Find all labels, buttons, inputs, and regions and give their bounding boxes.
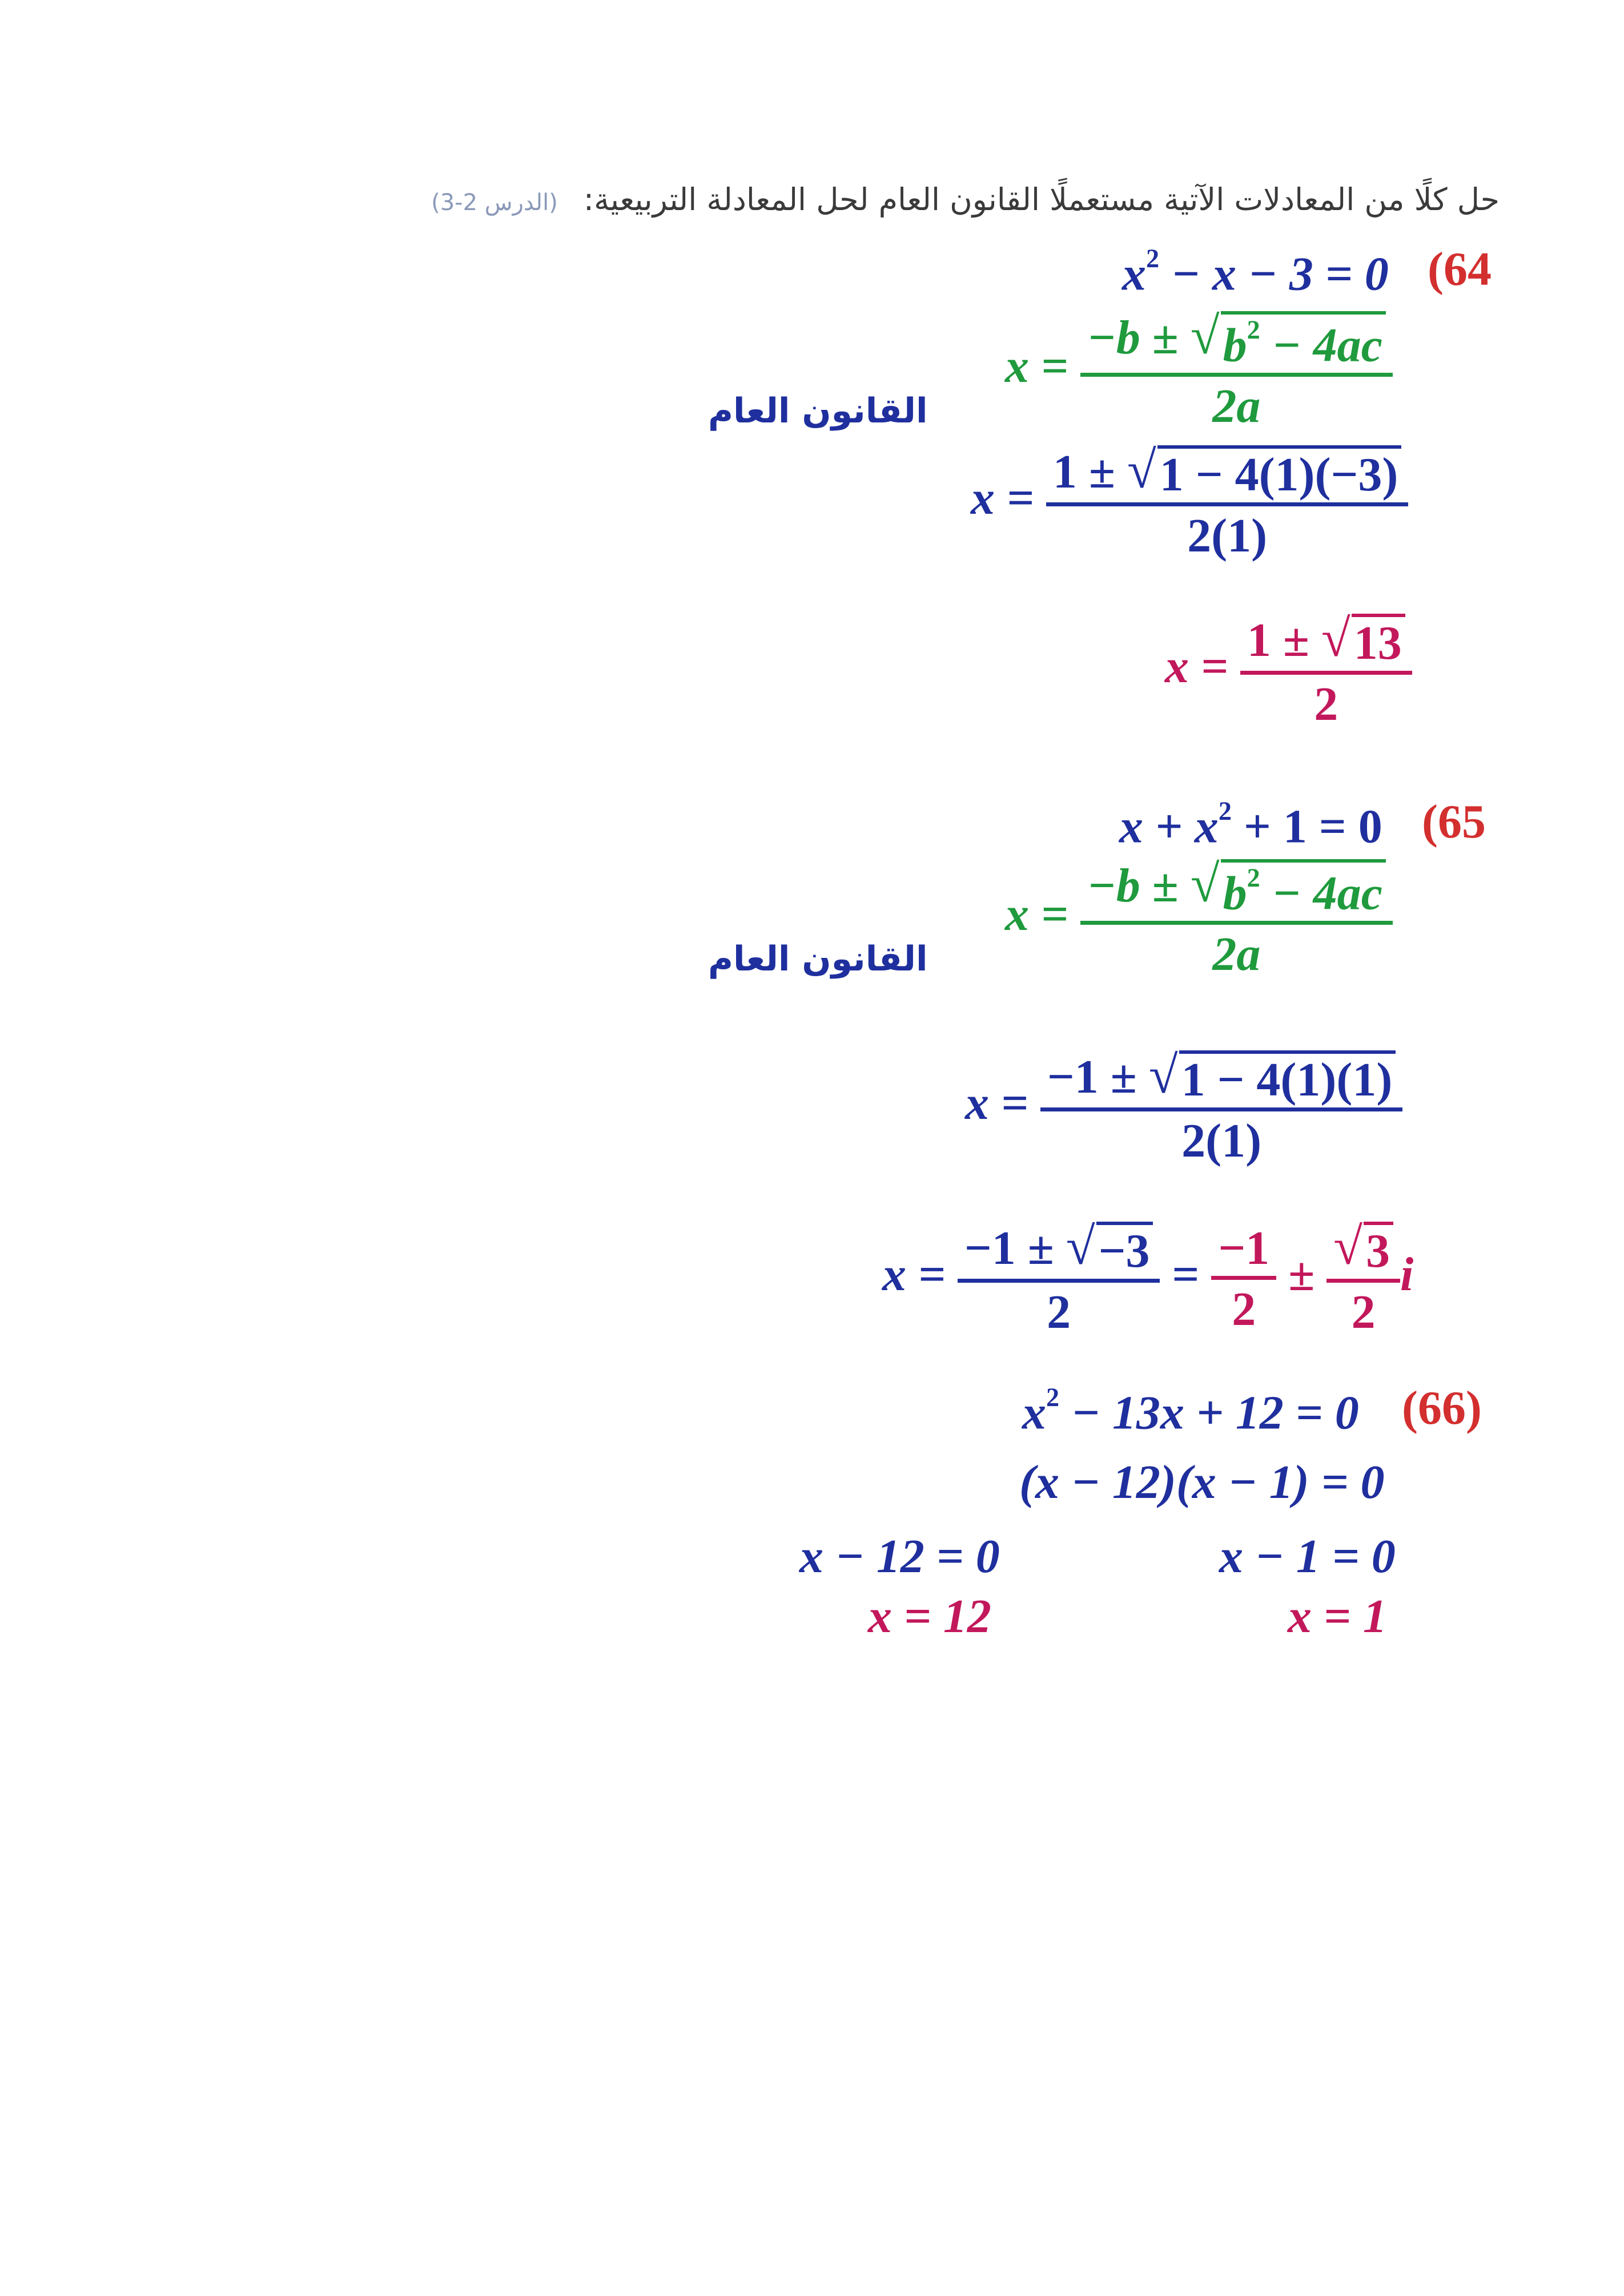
formula-denominator: 2a <box>1212 928 1261 981</box>
formula-num-prefix: −b ± <box>1087 859 1179 912</box>
p65-imag-denominator: 2 <box>1351 1286 1376 1339</box>
p64-result <box>1165 609 1412 731</box>
formula-exponent: 2 <box>1247 863 1260 892</box>
formula-fraction <box>1080 307 1393 433</box>
p65-real-numerator: −1 <box>1211 1224 1276 1280</box>
formula-radicand-rest: − 4ac <box>1272 867 1382 920</box>
p64-step1-num-prefix: 1 ± <box>1052 445 1115 498</box>
formula-x-eq: x = <box>1005 887 1068 941</box>
p66-right-factor-eq: x − 1 = 0 <box>1219 1530 1396 1583</box>
sqrt-sign: √ 1 − 4(1)(−3) <box>1127 445 1401 499</box>
p65-imag-part <box>1326 1217 1400 1339</box>
p66-eq-exponent: 2 <box>1046 1383 1060 1412</box>
p65-eq-exponent: 2 <box>1218 796 1232 825</box>
p64-substitution <box>971 441 1408 562</box>
formula-fraction <box>1080 855 1393 981</box>
sqrt-sign: √ 1 − 4(1)(1) <box>1149 1050 1396 1104</box>
instruction-text: حل كلًا من المعادلات الآتية مستعملًا القانون العام لحل المعادلة التربيعية: <box>583 182 1500 217</box>
p65-real-denominator: 2 <box>1232 1283 1256 1336</box>
p65-step1-radicand: 1 − 4(1)(1) <box>1179 1050 1396 1104</box>
formula-radicand-b: b <box>1223 319 1247 372</box>
sqrt-sign: √ 13 <box>1321 614 1405 667</box>
p65-step2-x-eq: x = <box>882 1247 946 1301</box>
general-law-label-64: القانون العام <box>708 391 928 431</box>
p65-step1-fraction <box>1040 1046 1402 1167</box>
formula-radicand-b: b <box>1223 867 1247 920</box>
p64-result-fraction <box>1240 609 1412 731</box>
p66-number: (66) <box>1402 1381 1482 1435</box>
p65-imag-radicand: 3 <box>1364 1222 1393 1275</box>
p66-right-solution: x = 1 <box>1288 1590 1387 1643</box>
p65-plus-minus: ± <box>1288 1247 1315 1301</box>
p64-step1-denominator: 2(1) <box>1187 509 1268 562</box>
p66-left-solution: x = 12 <box>868 1590 991 1643</box>
p65-eq-a: x + x <box>1119 800 1219 853</box>
p65-equals: = <box>1172 1247 1200 1301</box>
sqrt-sign: √ $b^2 - 4ac$ <box>1191 859 1386 917</box>
p65-number: (65 <box>1422 795 1486 848</box>
p64-eq-exponent: 2 <box>1146 244 1160 273</box>
p64-result-denominator: 2 <box>1314 678 1338 731</box>
instruction-header <box>431 182 1500 217</box>
p64-step1-fraction <box>1046 441 1408 562</box>
p64-general-formula <box>1005 307 1393 433</box>
p65-step1-num-prefix: −1 ± <box>1047 1050 1137 1103</box>
lesson-reference: (الدرس 2-3) <box>431 190 558 216</box>
p64-result-num-prefix: 1 ± <box>1247 614 1309 667</box>
p65-step2-radicand: −3 <box>1096 1222 1153 1275</box>
p66-left-factor-eq: x − 12 = 0 <box>799 1530 1000 1583</box>
p64-equation <box>1122 244 1389 301</box>
p65-real-part <box>1211 1224 1276 1334</box>
formula-denominator: 2a <box>1212 380 1261 433</box>
p64-result-x-eq: x = <box>1165 639 1228 693</box>
p64-number: (64 <box>1428 243 1492 296</box>
p65-step2-denominator: 2 <box>1047 1286 1071 1339</box>
sqrt-sign: √ −3 <box>1066 1222 1153 1275</box>
p64-eq-rest: − x − 3 = 0 <box>1171 247 1389 301</box>
p64-step1-x-eq: x = <box>971 471 1034 525</box>
p66-eq-x: x <box>1022 1386 1046 1440</box>
formula-x-eq: x = <box>1005 339 1068 393</box>
p65-imag-unit: i <box>1400 1247 1414 1301</box>
p65-general-formula <box>1005 855 1393 981</box>
p65-step1-x-eq: x = <box>965 1076 1028 1130</box>
formula-num-prefix: −b ± <box>1087 311 1179 364</box>
p64-result-radicand: 13 <box>1352 614 1405 667</box>
formula-exponent: 2 <box>1247 315 1260 344</box>
p65-eq-rest: + 1 = 0 <box>1243 800 1382 853</box>
formula-radicand-rest: − 4ac <box>1272 319 1382 372</box>
p66-eq-rest: − 13x + 12 = 0 <box>1071 1386 1359 1440</box>
p64-step1-radicand: 1 − 4(1)(−3) <box>1157 445 1402 499</box>
p64-eq-x: x <box>1122 247 1146 301</box>
p65-simplification <box>882 1217 1414 1339</box>
p66-factored: (x − 12)(x − 1) = 0 <box>1019 1456 1385 1509</box>
p65-step2-fraction <box>958 1217 1160 1339</box>
sqrt-sign: √ $b^2 - 4ac$ <box>1191 311 1386 369</box>
p65-substitution <box>965 1046 1402 1167</box>
p66-equation <box>1022 1383 1359 1440</box>
sqrt-sign: √ 3 <box>1333 1222 1393 1275</box>
p65-step1-denominator: 2(1) <box>1181 1114 1262 1167</box>
general-law-label-65: القانون العام <box>708 939 928 979</box>
p65-equation <box>1119 798 1382 851</box>
p65-step2-num-prefix: −1 ± <box>964 1222 1054 1275</box>
